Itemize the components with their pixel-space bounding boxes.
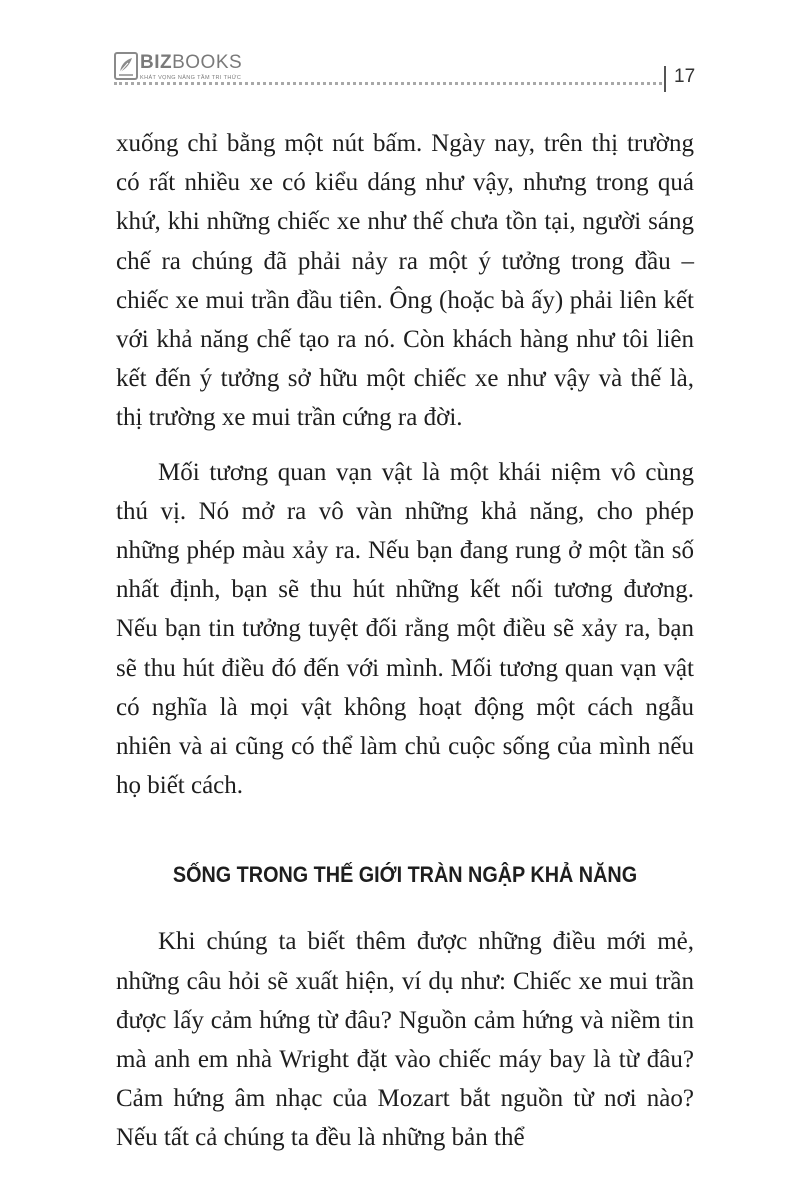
brand-name-bold: BIZ: [140, 52, 173, 73]
header-dotted-rule: [114, 82, 662, 85]
paragraph-3: Khi chúng ta biết thêm được những điều mới mẻ, những câu hỏi sẽ xuất hiện, ví dụ như: Chiếc xe mui trần được lấy cảm hứng từ đâu? Nguồn cảm hứng và niềm tin mà anh em nhà Wright đặt vào chiếc máy bay là từ đâu? Cảm hứng âm nhạc của Mozart bắt nguồn từ nơi nào? Nếu tất cả chúng ta đều là những bản thể: [116, 928, 694, 1152]
page-number: 17: [674, 66, 696, 87]
page-header: [0, 0, 805, 110]
paragraph-2: Mối tương quan vạn vật là một khái niệm vô cùng thú vị. Nó mở ra vô vàn những khả năng, cho phép những phép màu xảy ra. Nếu bạn đang rung ở một tần số nhất định, bạn sẽ thu hút những kết nối tương đương. Nếu bạn tin tưởng tuyệt đối rằng một điều sẽ xảy ra, bạn sẽ thu hút điều đó đến với mình. Mối tương quan vạn vật có nghĩa là mọi vật không hoạt động một cách ngẫu nhiên và ai cũng có thể làm chủ cuộc sống của mình nếu họ biết cách.: [116, 458, 694, 800]
paragraph-1: xuống chỉ bằng một nút bấm. Ngày nay, trên thị trường có rất nhiều xe có kiểu dáng như vậy, nhưng trong quá khứ, khi những chiếc xe như thế chưa tồn tại, người sáng chế ra chúng đã phải nảy ra một ý tưởng trong đầu – chiếc xe mui trần đầu tiên. Ông (hoặc bà ấy) phải liên kết với khả năng chế tạo ra nó. Còn khách hàng như tôi liên kết đến ý tưởng sở hữu một chiếc xe như vậy và thế là, thị trường xe mui trần cứng ra đời.: [116, 130, 694, 432]
book-leaf-icon: [114, 52, 138, 80]
publisher-logo: [114, 52, 243, 96]
section-heading: SỐNG TRONG THẾ GIỚI TRÀN NGẬP KHẢ NĂNG: [172, 862, 638, 888]
page-body: [116, 124, 694, 1158]
brand-name: [140, 52, 242, 74]
brand-tagline: KHÁT VỌNG NÂNG TẦM TRI THỨC: [140, 75, 242, 81]
brand-name-light: BOOKS: [172, 52, 243, 73]
page-number-separator: [664, 66, 666, 92]
